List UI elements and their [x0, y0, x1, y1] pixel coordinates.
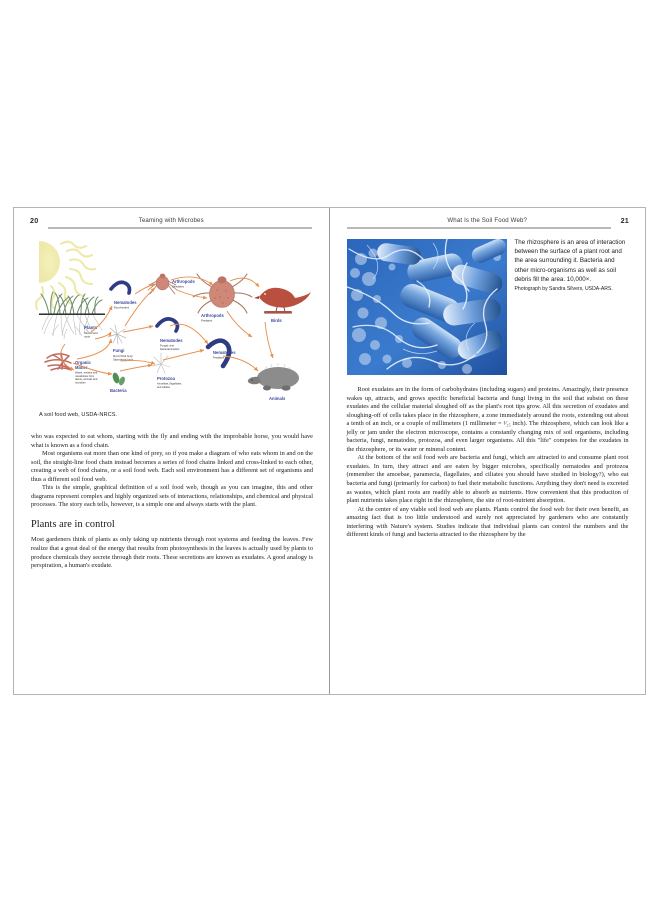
photo-caption-text: The rhizosphere is an area of interaction between the surface of a plant root and the area surrounding it. Bacteria and other micro-organisms as well as soil debris fill the area. 10,000×.: [514, 239, 626, 283]
svg-text:roots: roots: [84, 335, 90, 339]
right-header-rule: [347, 227, 612, 229]
svg-text:Waste, residue and: Waste, residue and: [75, 371, 98, 375]
paragraph: This is the simple, graphical definition of a soil food web, though as you can imagine, this and other diagrams represent complex and highly organized sets of interactions, relationships, and chemical and physical processes. The story each tells, however, is a simple one and always starts with the plant.: [31, 484, 313, 509]
svg-text:bacterial-feeders: bacterial-feeders: [160, 347, 180, 351]
nematodes-fungal-bacterial-feeders-illustration: [157, 319, 183, 351]
svg-text:Protozoa: Protozoa: [157, 376, 175, 381]
svg-text:Nematodes: Nematodes: [160, 338, 183, 343]
left-header-rule: [48, 227, 312, 229]
svg-text:Saprophytic fungi: Saprophytic fungi: [113, 358, 134, 362]
svg-text:Nematodes: Nematodes: [213, 350, 236, 355]
svg-text:Organic: Organic: [75, 360, 91, 365]
bird-illustration: [254, 288, 311, 323]
svg-text:Amoebae, flagellates,: Amoebae, flagellates,: [157, 382, 182, 386]
paragraph: At the bottom of the soil food web are bacteria and fungi, which are attracted to and consume plant root exudates. In turn, they attract and are eaten by bigger microbes, specifically nematodes and protozoa (remember the amoebae, paramecia, flagellates, and ciliates you should have studied in biology?), who eat bacteria and fungi (primarily for carbon) to fuel their metabolic functions. Anything they don't need is excreted as wastes, which plant roots are readily able to absorb as nutrients. How convenient that this production of plant nutrients takes place right in the rhizosphere, the site of root-nutrient absorption.: [346, 454, 629, 505]
figure-caption: A soil food web, USDA-NRCS.: [39, 412, 118, 418]
svg-text:Shredders: Shredders: [172, 285, 184, 289]
left-running-head: [14, 214, 329, 230]
paragraph: Most organisms eat more than one kind of prey, so if you make a diagram of who eats whom in and on the soil, the straight-line food chain instead becomes a series of food chains linked and cross-linked to each other, creating a web of food chains, or a soil food web. Each soil environment has a different set of organisms and thus a different soil food web.: [31, 450, 313, 483]
svg-text:metabolites from: metabolites from: [75, 374, 95, 378]
right-page: [330, 208, 646, 694]
nematodes-predators-illustration: [208, 341, 236, 366]
svg-text:Shoots and: Shoots and: [84, 332, 98, 335]
paragraph: At the center of any viable soil food web are plants. Plants control the food web for their own benefit, an amazing fact that is too little understood and surely not appreciated by gardeners who are constantly interfering with Nature's system. Studies indicate that individual plants can control the numbers and the different kinds of fungi and bacteria attracted to the rhizosphere by the: [346, 505, 629, 539]
rhizosphere-micrograph: [347, 239, 507, 375]
svg-text:Arthropods: Arthropods: [172, 279, 195, 284]
svg-text:Predators: Predators: [201, 319, 213, 323]
svg-text:microbes: microbes: [75, 381, 86, 385]
soil-food-web-diagram: [31, 234, 313, 409]
svg-text:Animals: Animals: [269, 396, 286, 401]
nematodes-root-feeders-illustration: [111, 282, 137, 309]
paragraph: who was expected to eat whom, starting with the fly and ending with the improbable horse, you would have what is known as a food chain.: [31, 433, 313, 449]
svg-text:Root-feeders: Root-feeders: [114, 306, 129, 310]
book-spread: [13, 207, 646, 695]
svg-text:Arthropods: Arthropods: [201, 313, 224, 318]
paragraph: Most gardeners think of plants as only taking up nutrients through root systems and feeding the leaves. Few realize that a great deal of the energy that results from photosynthesis in the leaves is actually used by plants to produce chemicals they secrete through their roots. These secretions are known as exudates. A good analogy is perspiration, a human's exudate.: [31, 536, 313, 570]
protozoa-illustration: [152, 353, 182, 389]
svg-text:plants, animals and: plants, animals and: [75, 378, 98, 382]
photo-caption: [515, 238, 626, 293]
svg-text:Matter: Matter: [75, 365, 88, 370]
svg-text:Fungal- and: Fungal- and: [160, 344, 174, 348]
paragraph: Root exudates are in the form of carbohydrates (including sugars) and proteins. Amazingly, their presence wakes up, attracts, and grows specific beneficial bacteria and fungi living in the soil that subsist on these exudates and the cellular material sloughed off as the plant's root tips grow. All this secretion of exudates and sloughing-off of cells takes place in the rhizosphere, a zone immediately around the roots, extending out about a tenth of an inch, or a couple of millimeters (1 millimeter = ¹⁄₂₅ inch). The rhizosphere, which can look like a jelly or jam under the electron microscope, contains a constantly changing mix of soil organisms, including bacteria, fungi, nematodes, protozoa, and even larger organisms. All this "life" competes for the exudates in the rhizosphere, or its water or mineral content.: [346, 386, 629, 453]
right-running-head: [330, 214, 646, 230]
svg-text:Birds: Birds: [271, 318, 282, 323]
left-page-number: 20: [30, 216, 39, 225]
section-heading: Plants are in control: [31, 518, 115, 530]
photo-credit: Photograph by Sandra Silvers, USDA-ARS.: [514, 286, 613, 293]
svg-text:Nematodes: Nematodes: [114, 300, 137, 305]
left-page-body: [31, 433, 313, 571]
bacteria-illustration: [110, 372, 127, 393]
right-page-body: [347, 386, 629, 540]
arthropods-predators-illustration: [193, 274, 252, 323]
svg-text:Bacteria: Bacteria: [110, 388, 127, 393]
svg-text:Predators: Predators: [213, 356, 225, 360]
svg-text:Plants: Plants: [84, 325, 98, 330]
svg-text:Fungi: Fungi: [113, 348, 125, 353]
left-running-title: Teaming with Microbes: [138, 217, 204, 224]
plants-illustration: [39, 292, 105, 339]
svg-text:Mycorrhizal fungi: Mycorrhizal fungi: [113, 355, 133, 358]
right-running-title: What Is the Soil Food Web?: [447, 217, 528, 224]
svg-text:and ciliates: and ciliates: [157, 385, 170, 389]
left-page: [14, 208, 330, 694]
right-page-number: 21: [620, 216, 629, 225]
